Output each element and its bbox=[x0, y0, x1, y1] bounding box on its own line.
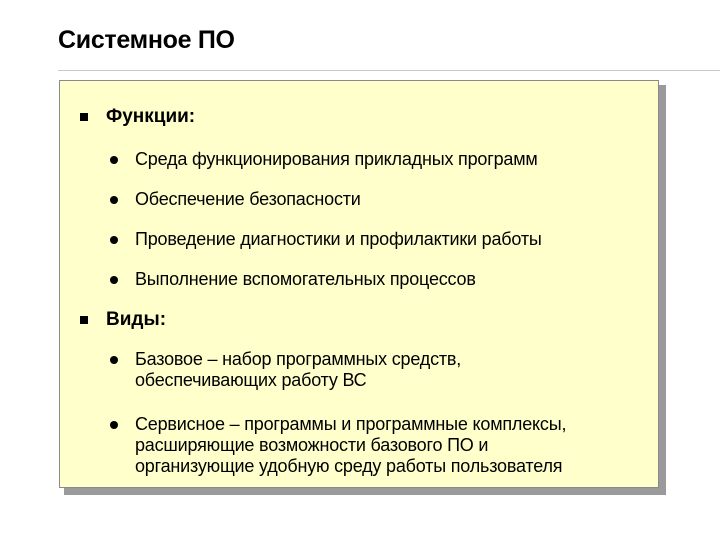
list-item-text: Сервисное – программы и программные комплексы, расширяющие возможности базового ПО и организующие удобную среду работы пользователя bbox=[135, 414, 567, 476]
round-bullet-icon bbox=[110, 356, 118, 364]
list-item-text: Базовое – набор программных средств, обеспечивающих работу ВС bbox=[135, 349, 462, 390]
list-item-text: Выполнение вспомогательных процессов bbox=[135, 269, 476, 289]
round-bullet-icon bbox=[110, 276, 118, 284]
list-item-text: Среда функционирования прикладных программ bbox=[135, 149, 538, 169]
square-bullet-icon bbox=[80, 113, 88, 121]
round-bullet-icon bbox=[110, 196, 118, 204]
list-item-text: Проведение диагностики и профилактики работы bbox=[135, 229, 542, 249]
round-bullet-icon bbox=[110, 156, 118, 164]
functions-heading: Функции: bbox=[106, 106, 196, 127]
round-bullet-icon bbox=[110, 421, 118, 429]
list-item-text: Обеспечение безопасности bbox=[135, 189, 361, 209]
types-heading: Виды: bbox=[106, 309, 167, 330]
content-panel bbox=[59, 80, 659, 488]
square-bullet-icon bbox=[80, 316, 88, 324]
title-divider bbox=[58, 70, 720, 71]
slide-title: Системное ПО bbox=[58, 26, 235, 54]
round-bullet-icon bbox=[110, 236, 118, 244]
